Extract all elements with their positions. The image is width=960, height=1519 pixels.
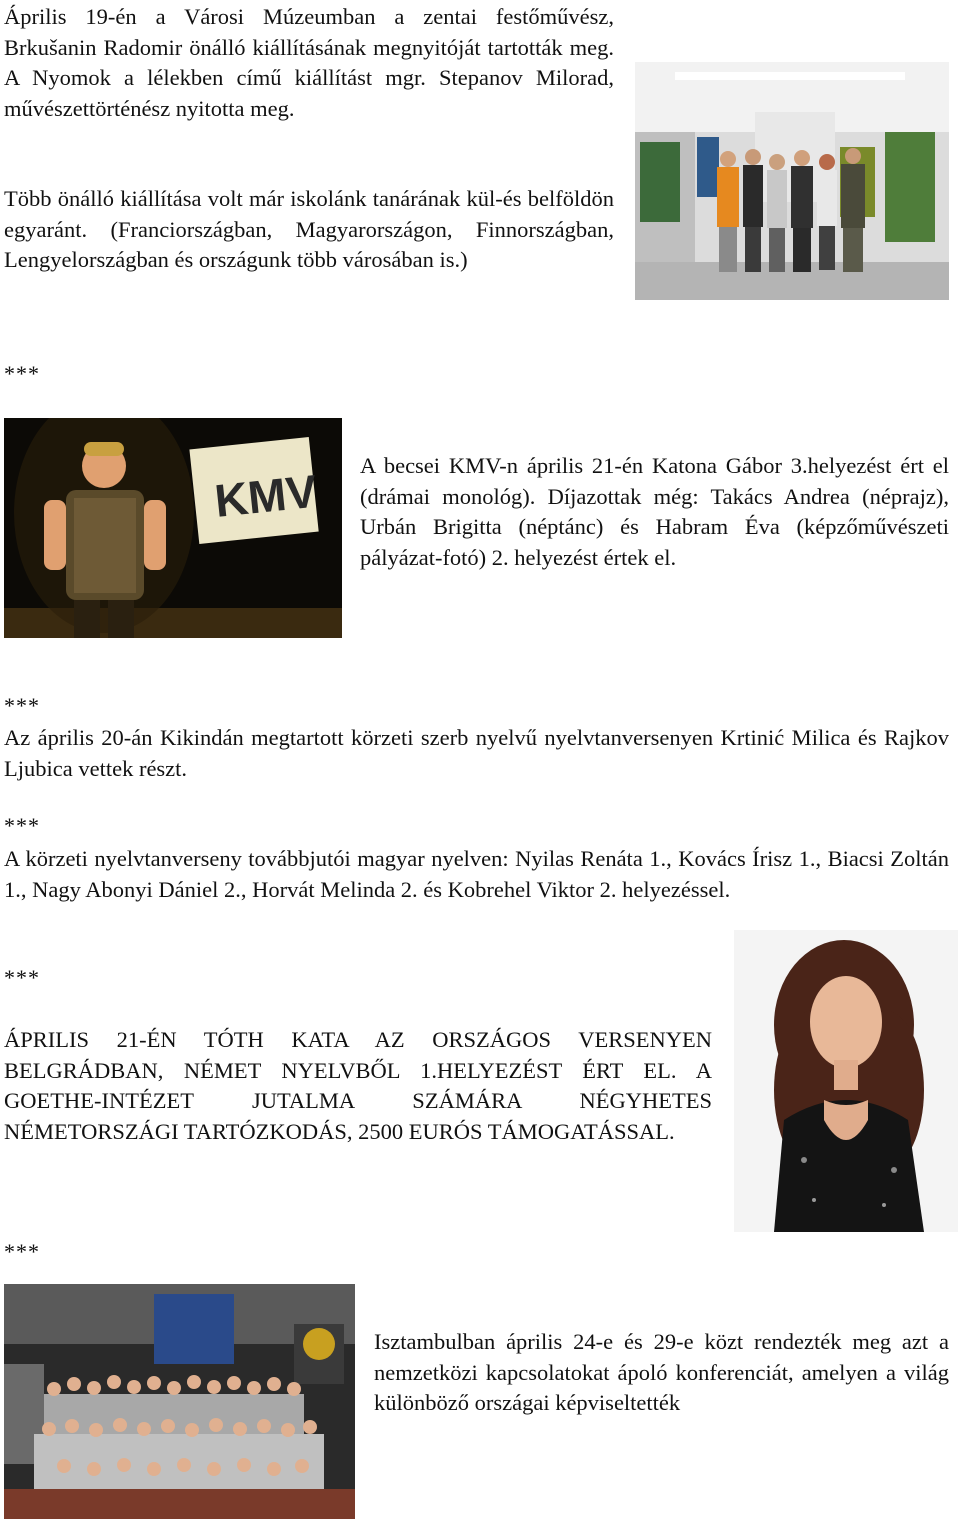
article-4-text: A körzeti nyelvtanverseny továbbjutói magyar nyelven: Nyilas Renáta 1., Kovács Írisz 1., Biacsi Zoltán 1., Nagy Abonyi Dániel 2., Horvát Melinda 2. és Kobrehel Viktor 2. helyezéssel. bbox=[4, 846, 949, 902]
istanbul-conference-photo bbox=[4, 1284, 355, 1519]
kmv-performer-photo bbox=[4, 418, 342, 638]
article-1-paragraph-1-text: Április 19-én a Városi Múzeumban a zentai festőművész, Brkušanin Radomir önálló kiállításának megnyitóját tartották meg. A Nyomok a lélekben című kiállítást mgr. Stepanov Milorad, művészettörténész nyitotta meg. bbox=[4, 4, 614, 121]
separator-5: *** bbox=[4, 1239, 40, 1264]
article-5-text: ÁPRILIS 21-ÉN TÓTH KATA AZ ORSZÁGOS VERSENYEN BELGRÁDBAN, NÉMET NYELVBŐL 1.HELYEZÉST ÉRT EL. A GOETHE-INTÉZET JUTALMA SZÁMÁRA NÉGYHETES NÉMETORSZÁGI TARTÓZKODÁS, 2500 EURÓS TÁMOGATÁSSAL. bbox=[4, 1027, 712, 1144]
article-3-text: Az április 20-án Kikindán megtartott körzeti szerb nyelvű nyelvtanversenyen Krtinić Milica és Rajkov Ljubica vettek részt. bbox=[4, 725, 949, 781]
separator-3: *** bbox=[4, 813, 40, 838]
separator-4: *** bbox=[4, 965, 40, 990]
article-1-paragraph-2: Több önálló kiállítása volt már iskolánk tanárának kül-és belföldön egyaránt. (Franciországban, Magyarországon, Finnországban, Lengyelországban és országunk több városában is.) bbox=[4, 186, 614, 272]
toth-kata-portrait bbox=[734, 930, 958, 1232]
kmv-sign-text: KMV bbox=[212, 464, 320, 528]
article-6-text: Isztambulban április 24-e és 29-e közt rendezték meg azt a nemzetközi kapcsolatokat ápoló konferenciát, amelyen a világ különböző országai képviseltették bbox=[374, 1329, 949, 1415]
article-2-text: A becsei KMV-n április 21-én Katona Gábor 3.helyezést ért el (drámai monológ). Díjazottak még: Takács Andrea (néprajz), Urbán Brigitta (néptánc) és Habram Éva (képzőművészeti pályázat-fotó) 2. helyezést értek el. bbox=[360, 453, 949, 570]
separator-1: *** bbox=[4, 361, 40, 386]
separator-2: *** bbox=[4, 693, 40, 718]
exhibition-group-photo bbox=[635, 62, 949, 300]
